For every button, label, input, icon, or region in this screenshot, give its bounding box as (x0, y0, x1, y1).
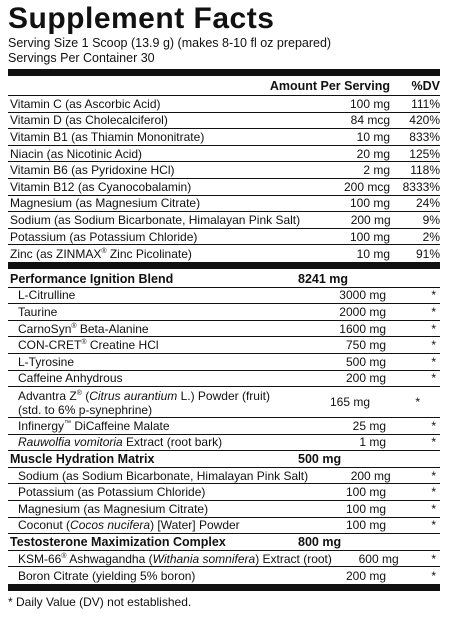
supplement-facts-panel (8, 0, 440, 609)
nutrient-amount: 200 mcg (343, 179, 390, 194)
blend-amount: 800 mg (298, 535, 342, 550)
ingredient-name: CON-CRET® Creatine HCl (18, 338, 159, 353)
ingredient-row (8, 371, 440, 388)
ingredient-dv: * (415, 395, 420, 410)
ingredient-row (8, 484, 440, 501)
ingredient-row (8, 518, 440, 535)
dv-header: %DV (411, 78, 440, 93)
ingredient-amount: 200 mg (345, 371, 386, 386)
ingredient-name: Infinergy™ DiCaffeine Malate (18, 418, 170, 433)
nutrient-row (8, 229, 440, 246)
ingredient-amount: 200 mg (345, 568, 386, 583)
ingredient-dv: * (431, 485, 436, 500)
nutrient-dv: 9% (422, 212, 440, 227)
ingredient-name: CarnoSyn® Beta-Alanine (18, 321, 149, 336)
ingredient-amount: 100 mg (345, 485, 386, 500)
nutrient-amount: 100 mg (349, 96, 390, 111)
ingredient-dv: * (431, 338, 436, 353)
ingredient-dv: * (431, 321, 436, 336)
nutrient-row (8, 129, 440, 146)
blend-header (8, 271, 440, 288)
nutrient-dv: 125% (409, 146, 440, 161)
ingredient-row (8, 321, 440, 338)
ingredient-amount: 3000 mg (339, 288, 386, 303)
nutrient-amount: 100 mg (349, 196, 390, 211)
divider-thick (8, 69, 440, 76)
nutrient-name: Magnesium (as Magnesium Citrate) (10, 196, 201, 211)
nutrient-amount: 84 mcg (350, 113, 390, 128)
column-header (8, 76, 440, 95)
ingredient-name: L-Citrulline (18, 288, 76, 303)
nutrient-dv: 2% (422, 229, 440, 244)
servings-per-container: Servings Per Container 30 (8, 51, 155, 65)
ingredient-amount: 1 mg (359, 435, 386, 450)
ingredient-name: Magnesium (as Magnesium Citrate) (18, 501, 209, 516)
nutrient-name: Vitamin B6 (as Pyridoxine HCl) (10, 163, 175, 178)
ingredient-name: KSM-66® Ashwagandha (Withania somnifera) Extract (root) (18, 551, 332, 566)
ingredient-name: Boron Citrate (yielding 5% boron) (18, 568, 196, 583)
nutrient-dv: 833% (409, 129, 440, 144)
nutrient-dv: 8333% (402, 179, 440, 194)
ingredient-dv: * (431, 468, 436, 483)
ingredient-name: Advantra Z® (Citrus aurantium L.) Powder (fruit) (std. to 6% p-synephrine) (18, 389, 270, 418)
nutrient-name: Vitamin B1 (as Thiamin Mononitrate) (10, 129, 205, 144)
ingredient-dv: * (431, 435, 436, 450)
nutrient-row (8, 245, 440, 262)
nutrient-amount: 2 mg (363, 163, 390, 178)
ingredient-name: Rauwolfia vomitoria Extract (root bark) (18, 435, 223, 450)
ingredient-name: Taurine (18, 304, 58, 319)
nutrient-name: Vitamin B12 (as Cyanocobalamin) (10, 179, 192, 194)
divider-thick (8, 262, 440, 269)
nutrient-dv: 118% (410, 163, 440, 178)
nutrient-row (8, 113, 440, 130)
nutrient-amount: 200 mg (350, 212, 391, 227)
nutrient-row (8, 179, 440, 196)
ingredient-amount: 750 mg (345, 338, 386, 353)
blend-amount: 500 mg (298, 452, 342, 467)
nutrient-row (8, 96, 440, 113)
ingredient-name: L-Tyrosine (18, 354, 75, 369)
nutrient-row (8, 162, 440, 179)
ingredient-name: Potassium (as Potassium Chloride) (18, 485, 206, 500)
nutrient-name: Zinc (as ZINMAX® Zinc Picolinate) (10, 246, 192, 261)
nutrient-amount: 100 mg (349, 229, 390, 244)
blend-header (8, 451, 440, 468)
ingredient-dv: * (431, 371, 436, 386)
panel-title: Supplement Facts (8, 2, 275, 35)
blend-name: Muscle Hydration Matrix (10, 452, 155, 467)
amount-header: Amount Per Serving (269, 78, 390, 93)
blends-section (8, 271, 440, 584)
ingredient-name: Sodium (as Sodium Bicarbonate, Himalayan Pink Salt) (18, 468, 309, 483)
ingredient-name: Caffeine Anhydrous (18, 371, 123, 386)
blend-name: Performance Ignition Blend (10, 271, 174, 286)
ingredient-amount: 100 mg (345, 518, 386, 533)
nutrient-amount: 20 mg (356, 146, 390, 161)
ingredient-dv: * (431, 354, 436, 369)
ingredient-row (8, 567, 440, 584)
blend-header (8, 534, 440, 551)
nutrient-row (8, 146, 440, 163)
ingredient-row (8, 418, 440, 435)
ingredient-dv: * (431, 418, 436, 433)
ingredient-row (8, 337, 440, 354)
nutrient-amount: 10 mg (356, 246, 390, 261)
ingredient-name: Coconut (Cocos nucifera) [Water] Powder (18, 518, 240, 533)
nutrient-row (8, 212, 440, 229)
ingredient-dv: * (431, 304, 436, 319)
ingredient-row (8, 435, 440, 452)
ingredient-amount: 200 mg (350, 468, 391, 483)
ingredient-row (8, 501, 440, 518)
blend-amount: 8241 mg (298, 271, 349, 286)
nutrient-name: Vitamin C (as Ascorbic Acid) (10, 96, 161, 111)
ingredient-row (8, 551, 440, 568)
ingredient-amount: 165 mg (329, 395, 370, 410)
nutrient-amount: 10 mg (356, 129, 390, 144)
ingredient-row (8, 304, 440, 321)
ingredient-dv: * (431, 568, 436, 583)
divider-thick (8, 584, 440, 591)
nutrient-name: Sodium (as Sodium Bicarbonate, Himalayan Pink Salt) (10, 212, 301, 227)
serving-size: Serving Size 1 Scoop (13.9 g) (makes 8-10 fl oz prepared) (8, 36, 332, 50)
ingredient-amount: 500 mg (345, 354, 386, 369)
nutrient-name: Potassium (as Potassium Chloride) (10, 229, 198, 244)
ingredient-dv: * (431, 518, 436, 533)
nutrient-name: Vitamin D (as Cholecalciferol) (10, 113, 168, 128)
nutrient-dv: 420% (409, 113, 440, 128)
ingredient-amount: 600 mg (358, 551, 399, 566)
ingredient-dv: * (431, 551, 436, 566)
nutrient-dv: 24% (415, 196, 440, 211)
ingredient-row (8, 354, 440, 371)
ingredient-amount: 25 mg (352, 418, 386, 433)
ingredient-amount: 2000 mg (339, 304, 386, 319)
blend-name: Testosterone Maximization Complex (10, 535, 226, 550)
ingredient-dv: * (431, 288, 436, 303)
ingredient-row (8, 387, 440, 418)
ingredient-row (8, 288, 440, 305)
ingredient-amount: 100 mg (345, 501, 386, 516)
ingredient-dv: * (431, 501, 436, 516)
footnote: * Daily Value (DV) not established. (8, 595, 192, 610)
nutrient-dv: 91% (415, 246, 440, 261)
nutrient-dv: 111% (411, 96, 440, 111)
nutrient-name: Niacin (as Nicotinic Acid) (10, 146, 143, 161)
nutrient-row (8, 196, 440, 213)
ingredient-row (8, 468, 440, 485)
vitamins-section (8, 96, 440, 262)
ingredient-amount: 1600 mg (339, 321, 386, 336)
